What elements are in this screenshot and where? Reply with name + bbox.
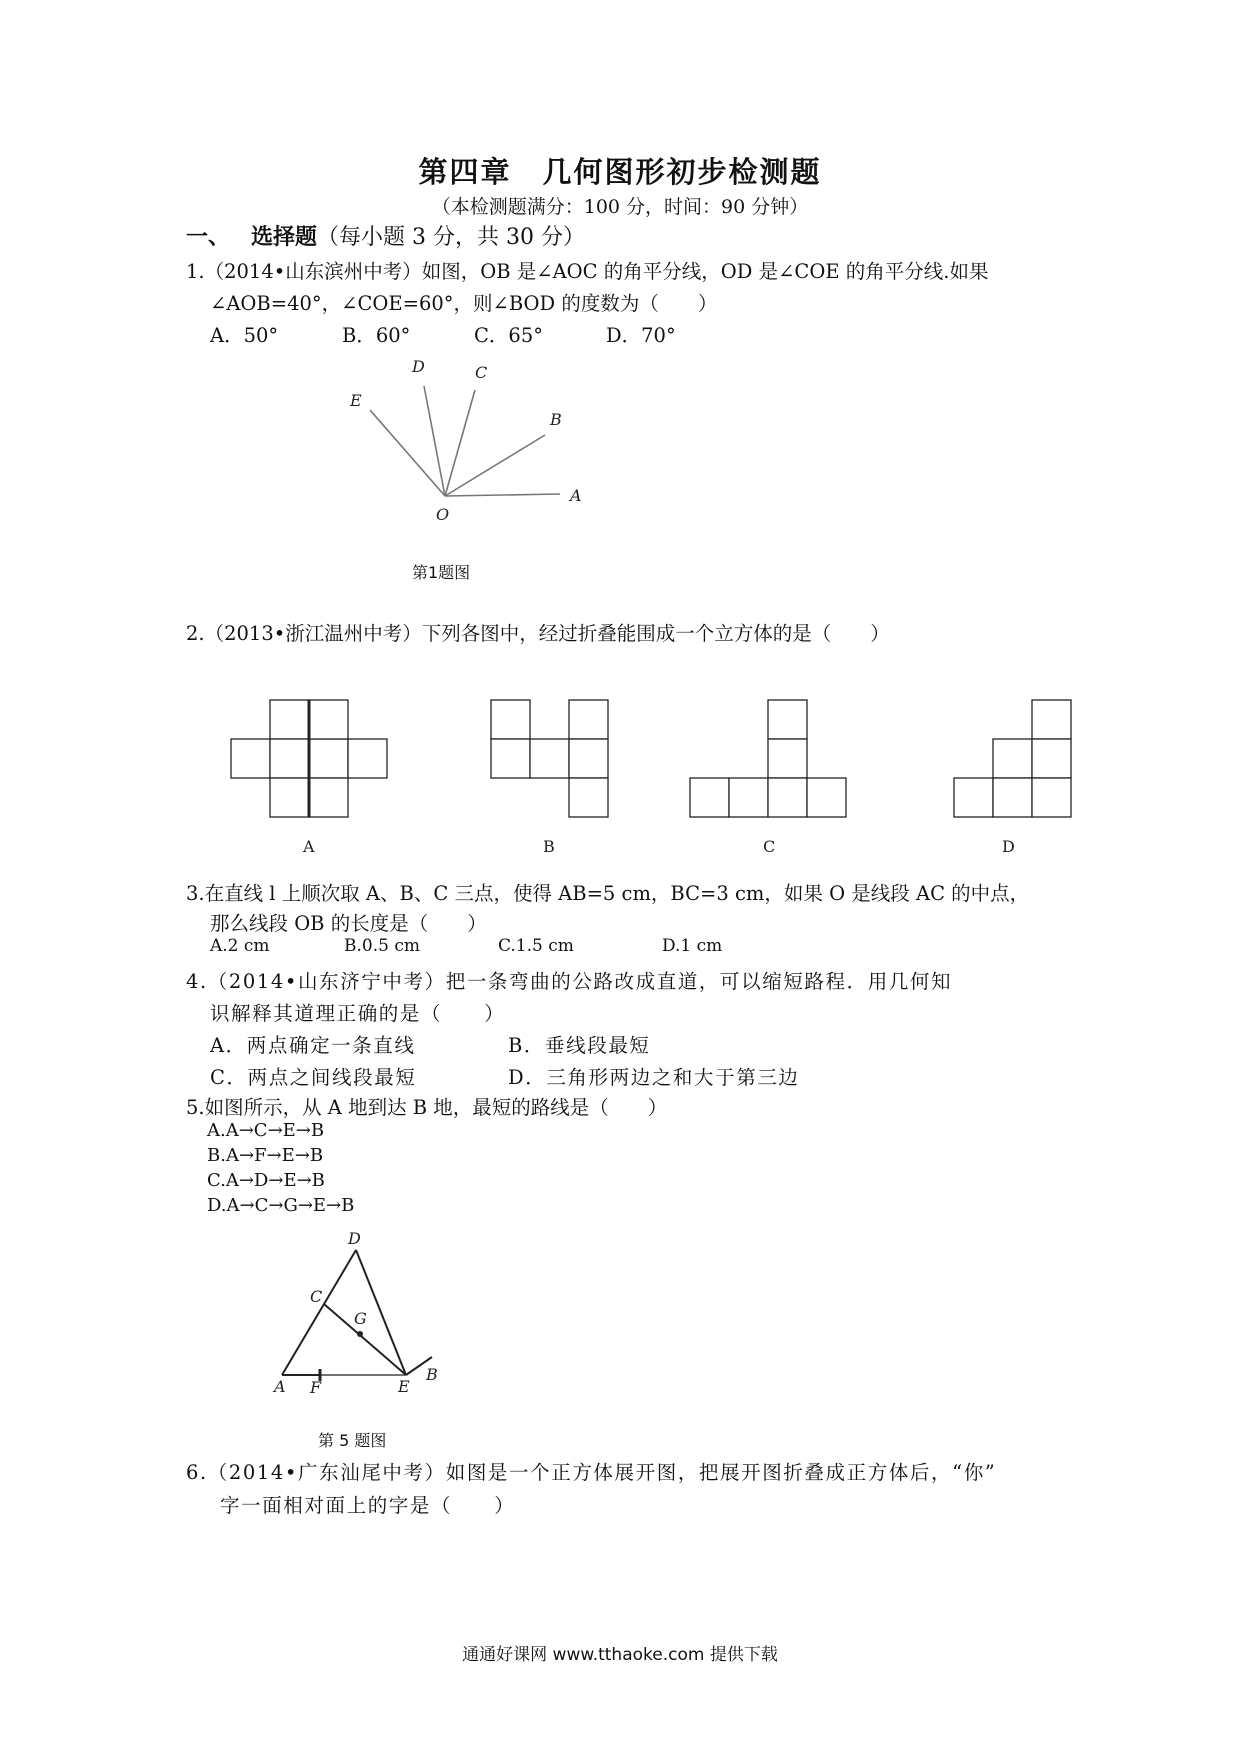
net-label-a: A (303, 837, 315, 856)
q1-line1: 1.（2014•山东滨州中考）如图，OB 是∠AOC 的角平分线，OD 是∠COE 的角平分线.如果 (186, 260, 989, 283)
segment-ad (282, 1250, 356, 1375)
route-label-c: C (310, 1287, 323, 1306)
net-a (231, 700, 387, 817)
net-label-b: B (543, 837, 555, 856)
q5-caption: 第 5 题图 (318, 1431, 387, 1450)
section-title: 选择题 (251, 224, 318, 250)
q1-angle-figure (340, 350, 600, 530)
net-d (954, 700, 1071, 817)
q6-line2: 字一面相对面上的字是（ ） (220, 1494, 516, 1517)
q3-option-d: D.1 cm (662, 936, 723, 956)
label-d: D (412, 357, 425, 376)
q4-options-row1 (210, 1030, 651, 1058)
q4-line2: 识解释其道理正确的是（ ） (210, 1002, 506, 1025)
q3-line1: 3.在直线 l 上顺次取 A、B、C 三点，使得 AB=5 cm，BC=3 cm，如果 O 是线段 AC 的中点， (186, 882, 1030, 905)
label-a: A (570, 486, 582, 505)
q5-line1: 5.如图所示，从 A 地到达 B 地，最短的路线是（ ） (186, 1096, 668, 1119)
net-c (690, 700, 846, 817)
q4-option-a: A．两点确定一条直线 (210, 1034, 416, 1057)
ray-oe (370, 410, 445, 496)
section-note: （每小题 3 分，共 30 分） (317, 225, 585, 250)
q3-option-a: A.2 cm (210, 936, 270, 956)
page-title: 第四章 几何图形初步检测题 (418, 155, 822, 189)
q5-option-a: A.A→C→E→B (207, 1120, 325, 1141)
q1-option-b: B．60° (342, 324, 411, 347)
q2-line1: 2.（2013•浙江温州中考）下列各图中，经过折叠能围成一个立方体的是（ ） (186, 622, 890, 645)
page-subtitle: （本检测题满分：100 分，时间：90 分钟） (431, 196, 809, 218)
q3-option-b: B.0.5 cm (344, 936, 420, 956)
q5-option-d: D.A→C→G→E→B (207, 1195, 355, 1216)
q4-options-row2 (210, 1062, 800, 1090)
section-heading (186, 220, 585, 251)
label-b: B (550, 410, 562, 429)
q5-option-c: C.A→D→E→B (207, 1170, 325, 1191)
q4-option-d: D．三角形两边之和大于第三边 (508, 1066, 800, 1089)
route-label-f: F (310, 1378, 322, 1397)
route-label-b: B (426, 1365, 438, 1384)
ray-od (424, 386, 445, 496)
q1-options (210, 320, 676, 348)
q4-line1: 4.（2014•山东济宁中考）把一条弯曲的公路改成直道，可以缩短路程．用几何知 (186, 970, 953, 993)
net-label-d: D (1002, 837, 1015, 856)
q1-option-c: C．65° (474, 324, 543, 347)
label-c: C (475, 363, 488, 382)
route-label-g: G (354, 1309, 367, 1328)
section-number: 一、 (186, 224, 231, 250)
ray-oa (445, 494, 560, 496)
q5-option-b: B.A→F→E→B (207, 1145, 324, 1166)
label-o: O (436, 505, 450, 524)
q2-cube-nets (220, 695, 1100, 855)
route-label-a: A (274, 1377, 286, 1396)
q1-line2: ∠AOB=40°，∠COE=60°，则∠BOD 的度数为（ ） (210, 292, 718, 315)
q3-options (210, 936, 722, 956)
q3-line2: 那么线段 OB 的长度是（ ） (210, 912, 487, 935)
q5-route-figure (270, 1230, 450, 1400)
q3-option-c: C.1.5 cm (498, 936, 574, 956)
q1-option-d: D．70° (606, 324, 676, 347)
net-label-c: C (763, 837, 776, 856)
net-b (491, 700, 608, 817)
route-label-e: E (398, 1377, 410, 1396)
q6-line1: 6.（2014•广东汕尾中考）如图是一个正方体展开图，把展开图折叠成正方体后，“你” (186, 1461, 997, 1484)
q4-option-c: C．两点之间线段最短 (210, 1066, 417, 1089)
point-g (357, 1331, 363, 1337)
label-e: E (350, 391, 362, 410)
q1-caption: 第1题图 (412, 563, 471, 582)
route-label-d: D (348, 1229, 361, 1248)
page-footer: 通通好课网 www.tthaoke.com 提供下载 (462, 1645, 778, 1665)
q4-option-b: B．垂线段最短 (508, 1034, 651, 1057)
q1-option-a: A．50° (210, 324, 279, 347)
